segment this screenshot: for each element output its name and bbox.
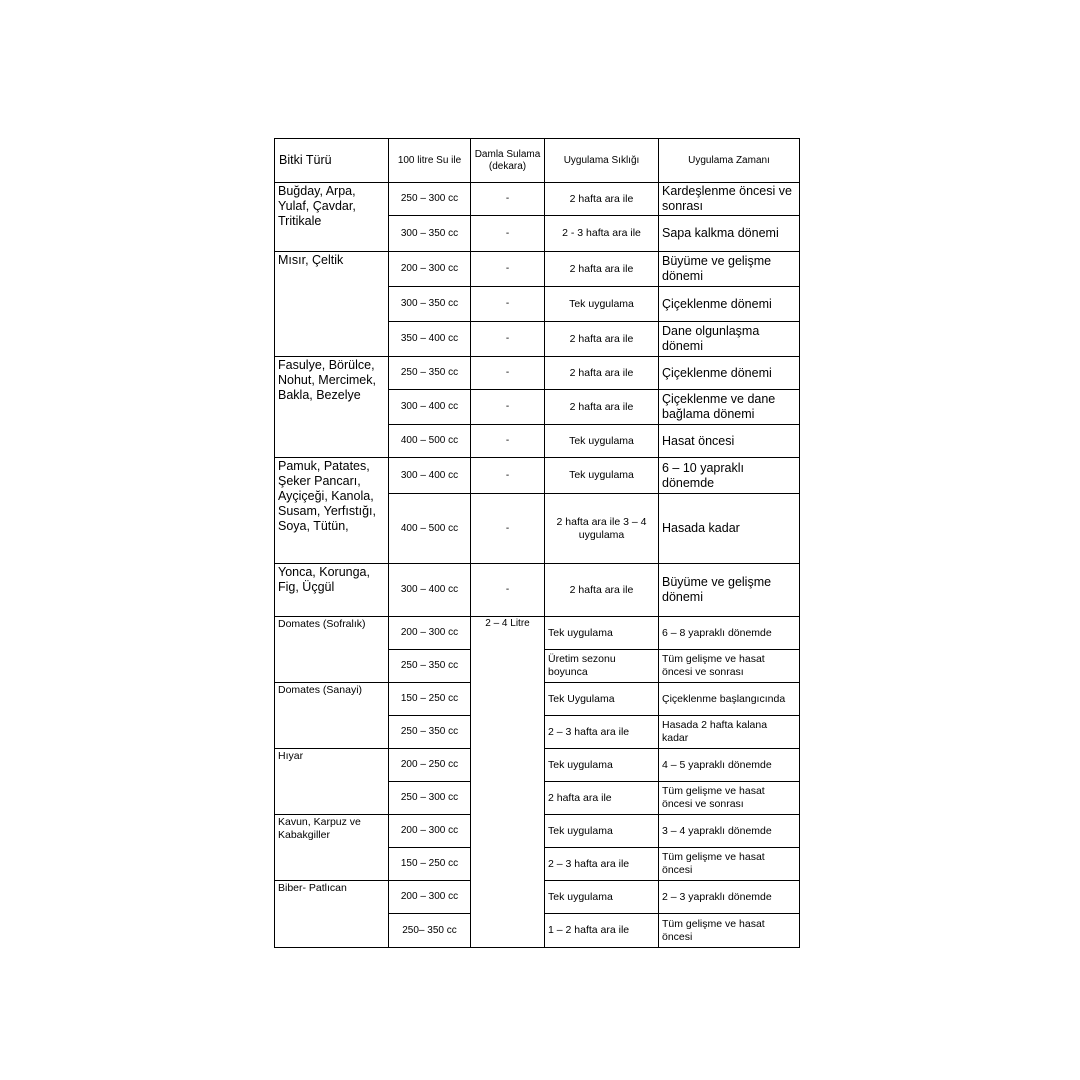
timing-cell: Çiçeklenme başlangıcında xyxy=(659,683,800,716)
drip-cell: - xyxy=(471,458,545,494)
timing-cell: Çiçeklenme ve dane bağlama dönemi xyxy=(659,390,800,425)
table-row xyxy=(275,458,800,494)
timing-cell: Tüm gelişme ve hasat öncesi ve sonrası xyxy=(659,650,800,683)
frequency-cell: 2 – 3 hafta ara ile xyxy=(545,848,659,881)
dose-cell: 200 – 250 cc xyxy=(389,749,471,782)
dose-cell: 150 – 250 cc xyxy=(389,683,471,716)
plant-cell: Mısır, Çeltik xyxy=(275,252,389,357)
frequency-cell: 2 hafta ara ile xyxy=(545,357,659,390)
frequency-cell: 2 hafta ara ile 3 – 4 uygulama xyxy=(545,494,659,564)
dose-cell: 200 – 300 cc xyxy=(389,881,471,914)
frequency-cell: 2 hafta ara ile xyxy=(545,564,659,617)
frequency-cell: Tek uygulama xyxy=(545,881,659,914)
drip-shared-cell: 2 – 4 Litre xyxy=(471,617,545,948)
table-row xyxy=(275,357,800,390)
frequency-cell: 2 hafta ara ile xyxy=(545,322,659,357)
timing-cell: Tüm gelişme ve hasat öncesi xyxy=(659,914,800,948)
drip-cell: - xyxy=(471,252,545,287)
dose-cell: 250 – 300 cc xyxy=(389,183,471,216)
dose-cell: 300 – 400 cc xyxy=(389,390,471,425)
drip-cell: - xyxy=(471,357,545,390)
frequency-cell: 2 hafta ara ile xyxy=(545,782,659,815)
dose-cell: 200 – 300 cc xyxy=(389,617,471,650)
frequency-cell: Tek uygulama xyxy=(545,617,659,650)
timing-cell: Sapa kalkma dönemi xyxy=(659,216,800,252)
dose-cell: 300 – 350 cc xyxy=(389,287,471,322)
plant-cell: Domates (Sofralık) xyxy=(275,617,389,683)
dose-cell: 250 – 300 cc xyxy=(389,782,471,815)
plant-cell: Buğday, Arpa, Yulaf, Çavdar, Tritikale xyxy=(275,183,389,252)
dose-cell: 300 – 350 cc xyxy=(389,216,471,252)
timing-cell: Dane olgunlaşma dönemi xyxy=(659,322,800,357)
dose-cell: 200 – 300 cc xyxy=(389,252,471,287)
frequency-cell: 2 hafta ara ile xyxy=(545,252,659,287)
timing-cell: Kardeşlenme öncesi ve sonrası xyxy=(659,183,800,216)
table-row xyxy=(275,183,800,216)
drip-cell: - xyxy=(471,494,545,564)
drip-cell: - xyxy=(471,216,545,252)
drip-cell: - xyxy=(471,390,545,425)
plant-cell: Biber- Patlıcan xyxy=(275,881,389,948)
dose-cell: 200 – 300 cc xyxy=(389,815,471,848)
timing-cell: 4 – 5 yapraklı dönemde xyxy=(659,749,800,782)
plant-cell: Kavun, Karpuz ve Kabakgiller xyxy=(275,815,389,881)
plant-cell: Hıyar xyxy=(275,749,389,815)
header-timing: Uygulama Zamanı xyxy=(659,139,800,183)
timing-cell: Hasat öncesi xyxy=(659,425,800,458)
application-table xyxy=(274,138,800,948)
plant-cell: Pamuk, Patates, Şeker Pancarı, Ayçiçeği, Kanola, Susam, Yerfıstığı, Soya, Tütün, xyxy=(275,458,389,564)
dose-cell: 150 – 250 cc xyxy=(389,848,471,881)
table-row xyxy=(275,252,800,287)
dose-cell: 400 – 500 cc xyxy=(389,425,471,458)
frequency-cell: 1 – 2 hafta ara ile xyxy=(545,914,659,948)
plant-cell: Domates (Sanayi) xyxy=(275,683,389,749)
timing-cell: Çiçeklenme dönemi xyxy=(659,287,800,322)
header-drip: Damla Sulama (dekara) xyxy=(471,139,545,183)
drip-cell: - xyxy=(471,322,545,357)
dose-cell: 300 – 400 cc xyxy=(389,458,471,494)
table-row xyxy=(275,617,800,650)
timing-cell: 6 – 8 yapraklı dönemde xyxy=(659,617,800,650)
frequency-cell: 2 – 3 hafta ara ile xyxy=(545,716,659,749)
timing-cell: Tüm gelişme ve hasat öncesi ve sonrası xyxy=(659,782,800,815)
frequency-cell: Tek uygulama xyxy=(545,458,659,494)
frequency-cell: Tek uygulama xyxy=(545,815,659,848)
dose-cell: 250 – 350 cc xyxy=(389,650,471,683)
frequency-cell: 2 hafta ara ile xyxy=(545,390,659,425)
plant-cell: Fasulye, Börülce, Nohut, Mercimek, Bakla, Bezelye xyxy=(275,357,389,458)
timing-cell: Çiçeklenme dönemi xyxy=(659,357,800,390)
frequency-cell: Tek Uygulama xyxy=(545,683,659,716)
dose-cell: 350 – 400 cc xyxy=(389,322,471,357)
drip-cell: - xyxy=(471,183,545,216)
drip-cell: - xyxy=(471,425,545,458)
header-row xyxy=(275,139,800,183)
dose-cell: 300 – 400 cc xyxy=(389,564,471,617)
frequency-cell: Tek uygulama xyxy=(545,749,659,782)
frequency-cell: 2 hafta ara ile xyxy=(545,183,659,216)
dose-cell: 250 – 350 cc xyxy=(389,357,471,390)
plant-cell: Yonca, Korunga, Fig, Üçgül xyxy=(275,564,389,617)
header-frequency: Uygulama Sıklığı xyxy=(545,139,659,183)
timing-cell: Tüm gelişme ve hasat öncesi xyxy=(659,848,800,881)
timing-cell: 2 – 3 yapraklı dönemde xyxy=(659,881,800,914)
timing-cell: 6 – 10 yapraklı dönemde xyxy=(659,458,800,494)
frequency-cell: Üretim sezonu boyunca xyxy=(545,650,659,683)
timing-cell: Büyüme ve gelişme dönemi xyxy=(659,564,800,617)
timing-cell: Büyüme ve gelişme dönemi xyxy=(659,252,800,287)
timing-cell: Hasada 2 hafta kalana kadar xyxy=(659,716,800,749)
timing-cell: Hasada kadar xyxy=(659,494,800,564)
drip-cell: - xyxy=(471,287,545,322)
frequency-cell: Tek uygulama xyxy=(545,425,659,458)
dose-cell: 250– 350 cc xyxy=(389,914,471,948)
table-body xyxy=(275,183,800,948)
dose-cell: 400 – 500 cc xyxy=(389,494,471,564)
header-plant: Bitki Türü xyxy=(275,139,389,183)
frequency-cell: 2 - 3 hafta ara ile xyxy=(545,216,659,252)
table-row xyxy=(275,564,800,617)
frequency-cell: Tek uygulama xyxy=(545,287,659,322)
header-dose: 100 litre Su ile xyxy=(389,139,471,183)
timing-cell: 3 – 4 yapraklı dönemde xyxy=(659,815,800,848)
dose-cell: 250 – 350 cc xyxy=(389,716,471,749)
drip-cell: - xyxy=(471,564,545,617)
